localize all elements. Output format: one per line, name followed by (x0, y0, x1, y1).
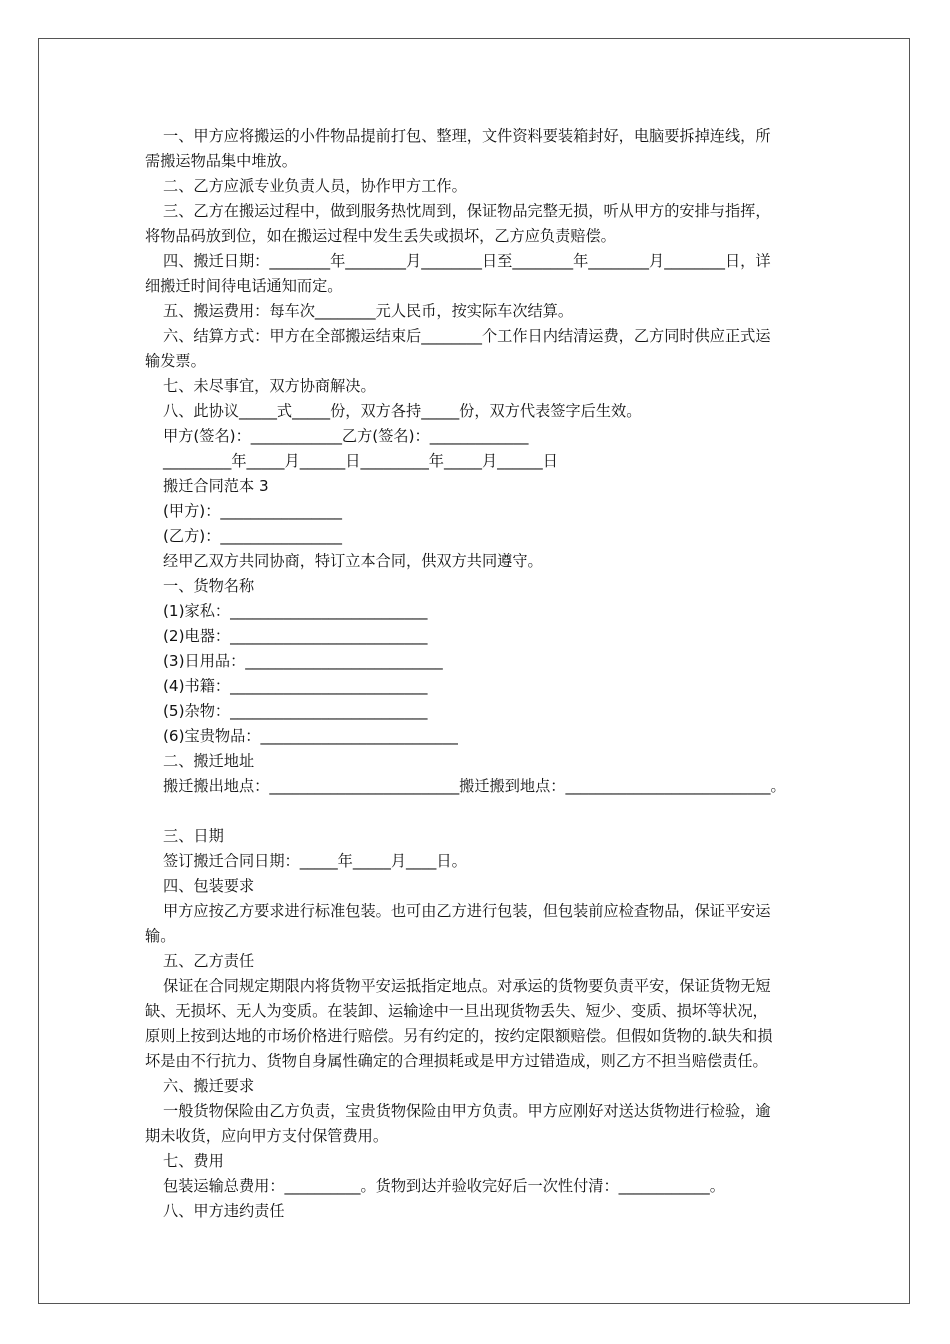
date-line: _________年_____月______日_________年_____月______日 (163, 452, 558, 470)
text-line: 六、结算方式：甲方在全部搬运结束后________个工作日内结清运费，乙方同时供应正式运 (163, 327, 771, 345)
text-line: 输发票。 (145, 352, 206, 370)
text-line: 期未收货，应向甲方支付保管费用。 (145, 1127, 388, 1145)
blank-line (145, 799, 810, 824)
heading: 三、日期 (163, 827, 224, 845)
date-line: 签订搬迁合同日期：_____年_____月____日。 (163, 852, 467, 870)
text-line: 缺、无损坏、无人为变质。在装卸、运输途中一旦出现货物丢失、短少、变质、损坏等状况， (145, 1002, 768, 1020)
list-item: (2)电器：__________________________ (163, 627, 428, 645)
text-line: 需搬运物品集中堆放。 (145, 152, 297, 170)
address-line: 搬迁搬出地点：_________________________搬迁搬到地点：___________________________。 (163, 777, 786, 795)
text-line: 坏是由不行抗力、货物自身属性确定的合理损耗或是甲方过错造成，则乙方不担当赔偿责任。 (145, 1052, 768, 1070)
text-line: 四、搬迁日期：________年________月________日至________年________月________日，详 (163, 252, 771, 270)
text-line: 输。 (145, 927, 176, 945)
text-line: 二、乙方应派专业负责人员，协作甲方工作。 (163, 177, 467, 195)
text-line: 一、甲方应将搬运的小件物品提前打包、整理，文件资料要装箱封好，电脑要拆掉连线，所 (163, 127, 771, 145)
list-item: (6)宝贵物品：__________________________ (163, 727, 458, 745)
text-line: 保证在合同规定期限内将货物平安运抵指定地点。对承运的货物要负责平安，保证货物无短 (163, 977, 771, 995)
party-b-line: (乙方)：________________ (163, 527, 342, 545)
signature-line: 甲方(签名)：____________乙方(签名)：_____________ (163, 427, 529, 445)
heading: 六、搬迁要求 (163, 1077, 255, 1095)
text-line: 一般货物保险由乙方负责，宝贵货物保险由甲方负责。甲方应刚好对送达货物进行检验，逾 (163, 1102, 771, 1120)
heading: 二、搬迁地址 (163, 752, 255, 770)
heading: 五、乙方责任 (163, 952, 255, 970)
text-line: 包装运输总费用：__________。货物到达并验收完好后一次性付清：____________。 (163, 1177, 725, 1195)
list-item: (3)日用品：__________________________ (163, 652, 443, 670)
text-line: 七、未尽事宜，双方协商解决。 (163, 377, 376, 395)
text-line: 五、搬运费用：每车次________元人民币，按实际车次结算。 (163, 302, 574, 320)
heading: 一、货物名称 (163, 577, 255, 595)
text-line: 将物品码放到位，如在搬运过程中发生丢失或损坏，乙方应负责赔偿。 (145, 227, 616, 245)
text-line: 原则上按到达地的市场价格进行赔偿。另有约定的，按约定限额赔偿。但假如货物的.缺失和损 (145, 1027, 773, 1045)
list-item: (5)杂物：__________________________ (163, 702, 428, 720)
party-a-line: (甲方)：________________ (163, 502, 342, 520)
text-line: 甲方应按乙方要求进行标准包装。也可由乙方进行包装，但包装前应检查物品，保证平安运 (163, 902, 771, 920)
list-item: (4)书籍：__________________________ (163, 677, 428, 695)
text-line: 经甲乙双方共同协商，特订立本合同，供双方共同遵守。 (163, 552, 543, 570)
heading: 七、费用 (163, 1152, 224, 1170)
text-line: 细搬迁时间待电话通知而定。 (145, 277, 343, 295)
heading: 四、包装要求 (163, 877, 255, 895)
text-line: 八、此协议_____式_____份，双方各持_____份，双方代表签字后生效。 (163, 402, 642, 420)
document-body (145, 124, 810, 1224)
list-item: (1)家私：__________________________ (163, 602, 428, 620)
heading: 八、甲方违约责任 (163, 1202, 285, 1220)
text-line: 三、乙方在搬运过程中，做到服务热忱周到，保证物品完整无损，听从甲方的安排与指挥， (163, 202, 771, 220)
section-title: 搬迁合同范本 3 (163, 477, 269, 495)
